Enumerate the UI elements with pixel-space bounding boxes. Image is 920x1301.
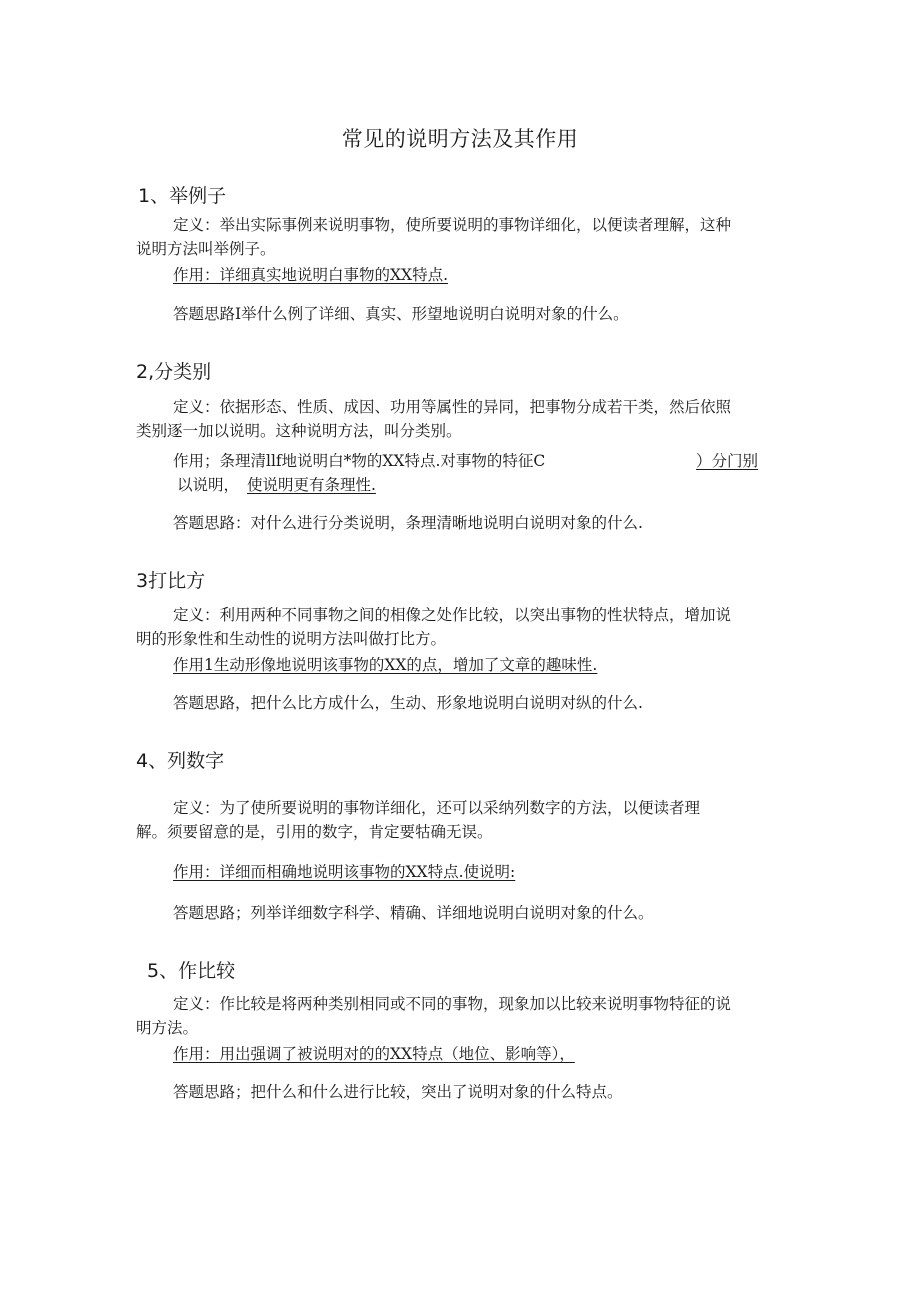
effect-text: 作用：详细真实地说明白事物的XX特点.	[173, 266, 448, 284]
effect-text: 作用：用岀强调了被说明对的的XX特点（地位、影响等），	[173, 1045, 575, 1063]
definition-text: 定义：为了使所要说明的事物详细化，还可以采纳列数字的方法，以便读者理	[173, 799, 701, 817]
section-heading: 2,分类别	[136, 361, 212, 383]
effect-text: ）分门别	[696, 452, 759, 470]
effect-text: 使说明更有条理性.	[247, 476, 376, 494]
page-title: 常见的说明方法及其作用	[341, 127, 579, 151]
definition-text: 定义：依据形态、性质、成因、功用等属性的异同，把事物分成若干类，然后依照	[173, 398, 732, 416]
approach-text: 答题思路：对什么进行分类说明，条理清晰地说明白说明对象的什么.	[173, 514, 643, 532]
section-heading: 5、作比较	[147, 960, 236, 982]
approach-text: 答题思路；列举详细数字科学、精确、详细地说明白说明对象的什么。	[173, 904, 654, 922]
approach-text: 答题思路I举什么例了详细、真实、形望地说明白说明对象的什么。	[173, 305, 629, 323]
definition-text: 类别逐一加以说明。这种说明方法，叫分类别。	[136, 422, 462, 440]
definition-text: 定义：举出实际事例来说明事物，使所要说明的事物详细化，以便读者理解，这种	[173, 216, 732, 234]
approach-text: 答题思路，把什么比方成什么，生动、形象地说明白说明对纵的什么.	[173, 694, 643, 712]
approach-text: 答题思路；把什么和什么进行比较，突出了说明对象的什么特点。	[173, 1083, 623, 1101]
definition-text: 定义：利用两种不同事物之间的相像之处作比较，以突出事物的性状特点，增加说	[173, 606, 732, 624]
effect-text: 作用1生动形像地说明该事物的XX的点，增加了文章的趣味性.	[173, 656, 598, 674]
definition-text: 解。须要留意的是，引用的数字，肯定要牯确无误。	[136, 823, 493, 841]
section-heading: 4、列数字	[136, 750, 225, 772]
section-heading: 3打比方	[136, 570, 206, 592]
effect-text: 作用：详细而相确地说明该事物的XX特点.使说明:	[173, 863, 516, 881]
definition-text: 定义：作比较是将两种类别相同或不同的事物，现象加以比较来说明事物特征的说	[173, 995, 732, 1013]
definition-text: 明的形象性和生动性的说明方法叫做打比方。	[136, 630, 447, 648]
definition-text: 说明方法叫举例子。	[136, 240, 276, 258]
section-heading: 1、举例子	[138, 185, 227, 207]
definition-text: 明方法。	[136, 1019, 199, 1037]
effect-text: 以说明，	[177, 476, 240, 494]
effect-text: 作用；条理清llf地说明白*物的XX特点.对事物的特征C	[173, 452, 546, 470]
